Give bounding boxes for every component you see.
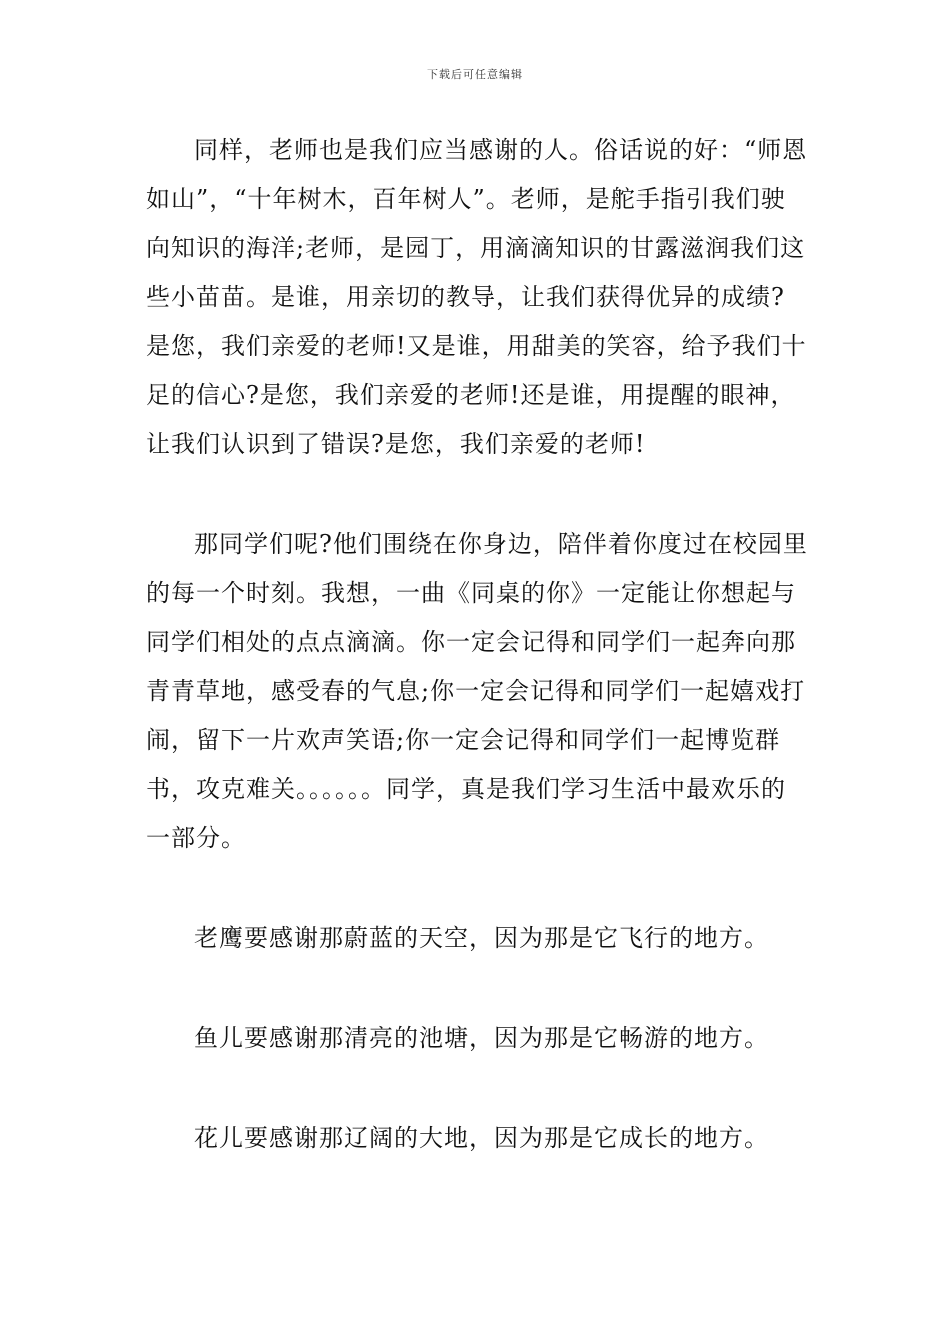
paragraph-flower: 花儿要感谢那辽阔的大地，因为那是它成长的地方。 [194,1124,769,1152]
document-body [146,126,808,1214]
page-header-note: 下载后可任意编辑 [427,68,523,81]
paragraph-eagle: 老鹰要感谢那蔚蓝的天空，因为那是它飞行的地方。 [194,924,769,952]
paragraph-fish: 鱼儿要感谢那清亮的池塘，因为那是它畅游的地方。 [194,1024,769,1052]
paragraph-teachers: 同样，老师也是我们应当感谢的人。俗话说的好：“师恩如山”，“十年树木，百年树人”。老师，是舵手指引我们驶向知识的海洋;老师，是园丁，用滴滴知识的甘露滋润我们这些小苗苗。是谁，用亲切的教导，让我们获得优异的成绩?是您，我们亲爱的老师!又是谁，用甜美的笑容，给予我们十足的信心?是您，我们亲爱的老师!还是谁，用提醒的眼神，让我们认识到了错误?是您，我们亲爱的老师! [146,136,808,458]
paragraph-classmates: 那同学们呢?他们围绕在你身边，陪伴着你度过在校园里的每一个时刻。我想，一曲《同桌的你》一定能让你想起与同学们相处的点点滴滴。你一定会记得和同学们一起奔向那青青草地，感受春的气息;你一定会记得和同学们一起嬉戏打闹，留下一片欢声笑语;你一定会记得和同学们一起博览群书，攻克难关。。。。。。同学，真是我们学习生活中最欢乐的一部分。 [146,530,808,852]
